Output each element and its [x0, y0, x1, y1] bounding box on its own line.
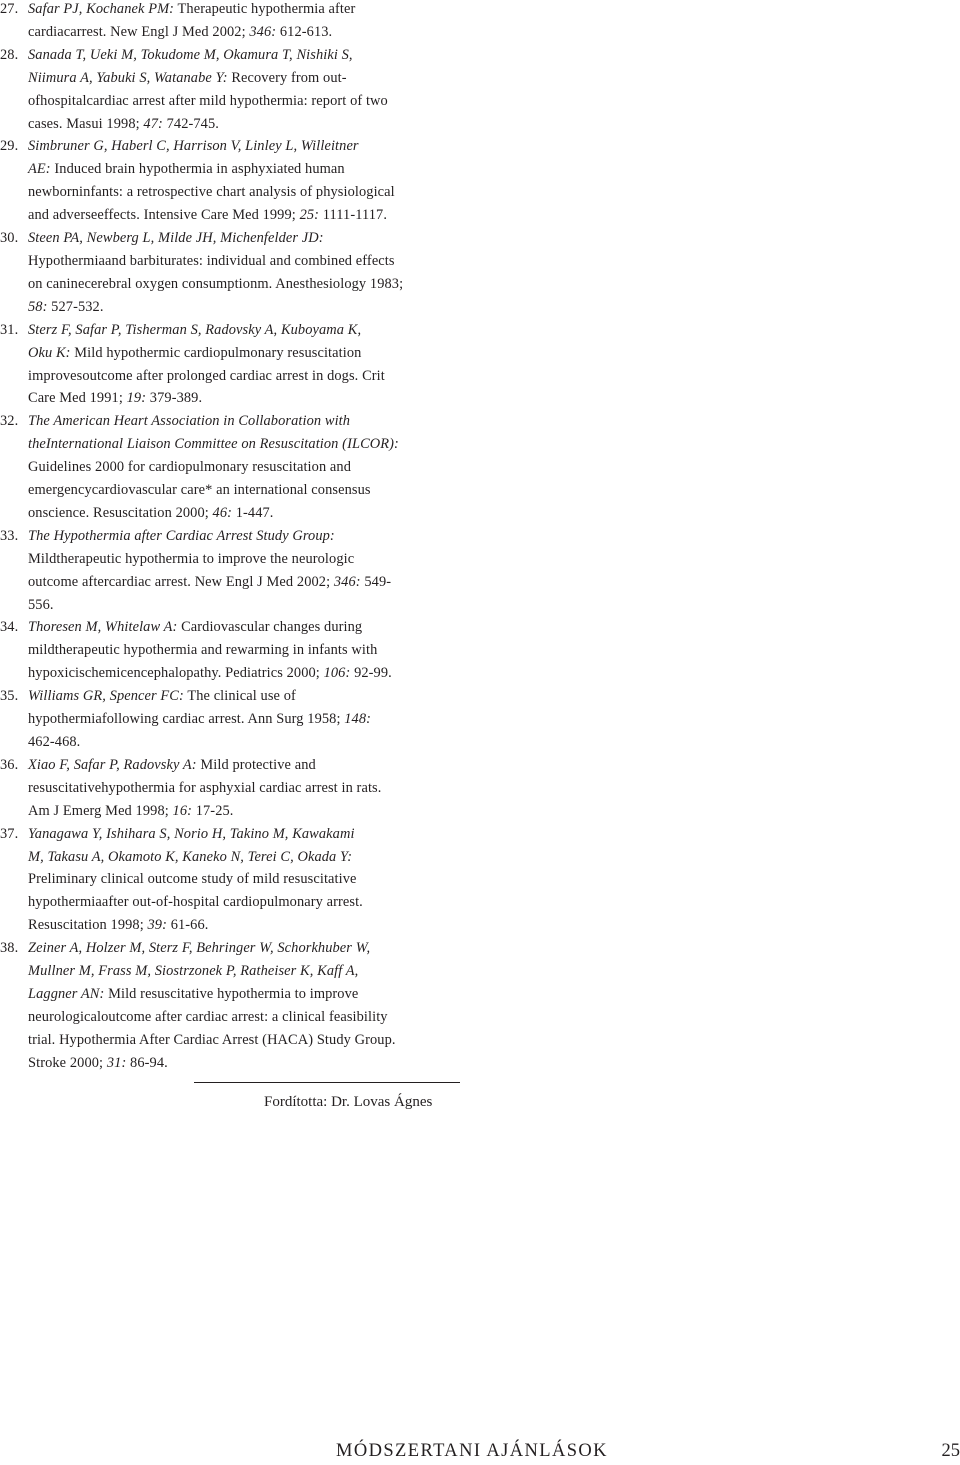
reference-segment: resuscitativehypothermia for asphyxial cardiac arrest in rats.: [28, 779, 382, 796]
reference-segment: ofhospitalcardiac arrest after mild hypothermia: report of two: [28, 92, 388, 109]
reference-segment: 742-745.: [162, 115, 219, 132]
reference-segment: mildtherapeutic hypothermia and rewarming in infants with: [28, 642, 378, 659]
reference-list: [0, 0, 470, 1075]
reference-italic-segment: Steen PA, Newberg L, Milde JH, Michenfelder JD:: [28, 230, 324, 247]
reference-segment: Mild hypothermic cardiopulmonary resuscitation: [70, 344, 362, 361]
reference-item: [0, 616, 470, 685]
reference-text: [28, 685, 470, 754]
reference-line: [28, 181, 470, 204]
reference-item: [0, 319, 470, 411]
reference-line: [28, 1006, 470, 1029]
reference-line: [28, 90, 470, 113]
reference-italic-segment: AE:: [28, 161, 51, 178]
reference-line: [28, 410, 470, 433]
reference-line: [28, 158, 470, 181]
reference-line: [28, 639, 470, 662]
reference-italic-segment: 25:: [299, 207, 320, 224]
reference-segment: Recovery from out-: [227, 69, 347, 86]
reference-number: 31.: [0, 321, 19, 338]
reference-italic-segment: Yanagawa Y, Ishihara S, Norio H, Takino M, Kawakami: [28, 825, 355, 842]
reference-line: [28, 777, 470, 800]
reference-line: [28, 204, 470, 227]
reference-line: [28, 296, 470, 319]
reference-italic-segment: 47:: [143, 115, 163, 132]
reference-segment: Mildtherapeutic hypothermia to improve the neurologic: [28, 550, 355, 567]
reference-line: [28, 387, 470, 410]
reference-text: [28, 525, 470, 617]
reference-text: [28, 44, 470, 136]
reference-line: [28, 1052, 470, 1075]
reference-line: [28, 319, 470, 342]
reference-italic-segment: 19:: [126, 390, 147, 407]
reference-item: [0, 227, 470, 319]
reference-line: [28, 135, 470, 158]
reference-line: [28, 868, 470, 891]
reference-line: [28, 937, 470, 960]
reference-line: [28, 800, 470, 823]
reference-italic-segment: The Hypothermia after Cardiac Arrest Study Group:: [28, 527, 335, 544]
reference-line: [28, 846, 470, 869]
reference-italic-segment: 58:: [28, 298, 48, 315]
reference-line: [28, 960, 470, 983]
reference-number: 30.: [0, 230, 19, 247]
reference-line: [28, 548, 470, 571]
reference-italic-segment: 346:: [249, 23, 277, 40]
reference-line: [28, 456, 470, 479]
reference-line: [28, 365, 470, 388]
reference-segment: hypothermiaafter out-of-hospital cardiopulmonary arrest.: [28, 894, 363, 911]
reference-segment: 86-94.: [126, 1054, 168, 1071]
reference-number: 27.: [0, 1, 19, 17]
reference-line: [28, 571, 470, 594]
reference-segment: cardiacarrest. New Engl J Med 2002;: [28, 23, 250, 40]
reference-line: [28, 914, 470, 937]
reference-line: [28, 44, 470, 67]
reference-line: [28, 0, 470, 21]
reference-italic-segment: Simbruner G, Haberl C, Harrison V, Linley L, Willeitner: [28, 138, 359, 155]
reference-italic-segment: Xiao F, Safar P, Radovsky A:: [28, 756, 197, 773]
reference-text: [28, 823, 470, 938]
reference-italic-segment: M, Takasu A, Okamoto K, Kaneko N, Terei C, Okada Y:: [28, 848, 353, 865]
reference-italic-segment: 46:: [212, 504, 233, 521]
reference-number: 28.: [0, 46, 19, 63]
reference-segment: Mild protective and: [196, 756, 316, 773]
reference-text: [28, 227, 470, 319]
reference-number: 36.: [0, 756, 19, 773]
reference-segment: Guidelines 2000 for cardiopulmonary resuscitation and: [28, 459, 352, 476]
reference-text: [28, 937, 470, 1074]
reference-segment: Therapeutic hypothermia after: [174, 1, 356, 17]
reference-segment: 379-389.: [146, 390, 203, 407]
reference-segment: Care Med 1991;: [28, 390, 127, 407]
reference-segment: Resuscitation 1998;: [28, 917, 148, 934]
reference-line: [28, 433, 470, 456]
reference-line: [28, 616, 470, 639]
reference-line: [28, 594, 470, 617]
page-number: 25: [941, 1441, 960, 1461]
reference-text: [28, 319, 470, 411]
reference-italic-segment: Zeiner A, Holzer M, Sterz F, Behringer W, Schorkhuber W,: [28, 940, 371, 957]
reference-segment: Stroke 2000;: [28, 1054, 107, 1071]
reference-segment: Mild resuscitative hypothermia to improve: [104, 985, 359, 1002]
reference-segment: 17-25.: [192, 802, 234, 819]
reference-text: [28, 135, 470, 227]
reference-segment: trial. Hypothermia After Cardiac Arrest (HACA) Study Group.: [28, 1031, 396, 1048]
reference-segment: Induced brain hypothermia in asphyxiated human: [50, 161, 345, 178]
reference-line: [28, 342, 470, 365]
reference-number: 37.: [0, 825, 19, 842]
reference-text: [28, 0, 470, 44]
translator-credit: Fordította: Dr. Lovas Ágnes: [264, 1094, 433, 1110]
reference-line: [28, 708, 470, 731]
reference-italic-segment: 148:: [344, 711, 372, 728]
reference-line: [28, 67, 470, 90]
reference-item: [0, 937, 470, 1074]
divider-rule: [194, 1082, 460, 1083]
reference-line: [28, 250, 470, 273]
reference-italic-segment: 31:: [106, 1054, 127, 1071]
reference-segment: newborninfants: a retrospective chart analysis of physiological: [28, 184, 395, 201]
reference-line: [28, 823, 470, 846]
reference-italic-segment: Oku K:: [28, 344, 71, 361]
reference-segment: Am J Emerg Med 1998;: [28, 802, 173, 819]
reference-italic-segment: 106:: [323, 665, 351, 682]
reference-italic-segment: Mullner M, Frass M, Siostrzonek P, Ratheiser K, Kaff A,: [28, 963, 359, 980]
reference-line: [28, 754, 470, 777]
reference-italic-segment: theInternational Liaison Committee on Resuscitation (ILCOR):: [28, 436, 399, 453]
reference-number: 29.: [0, 138, 19, 155]
reference-line: [28, 525, 470, 548]
reference-number: 34.: [0, 619, 19, 636]
reference-segment: 612-613.: [276, 23, 333, 40]
reference-item: [0, 410, 470, 525]
reference-italic-segment: Williams GR, Spencer FC:: [28, 688, 184, 705]
reference-segment: neurologicaloutcome after cardiac arrest: a clinical feasibility: [28, 1008, 388, 1025]
reference-italic-segment: 39:: [147, 917, 167, 934]
reference-line: [28, 685, 470, 708]
reference-italic-segment: Niimura A, Yabuki S, Watanabe Y:: [28, 69, 228, 86]
reference-segment: Hypothermiaand barbiturates: individual and combined effects: [28, 252, 395, 269]
reference-line: [28, 1029, 470, 1052]
reference-line: [28, 113, 470, 136]
reference-line: [28, 662, 470, 685]
reference-number: 33.: [0, 527, 19, 544]
reference-line: [28, 273, 470, 296]
reference-segment: 1-447.: [232, 504, 274, 521]
reference-item: [0, 525, 470, 617]
reference-italic-segment: Sterz F, Safar P, Tisherman S, Radovsky A, Kuboyama K,: [28, 321, 362, 338]
reference-italic-segment: The American Heart Association in Collaboration with: [28, 413, 351, 430]
reference-italic-segment: Thoresen M, Whitelaw A:: [28, 619, 178, 636]
reference-segment: 527-532.: [47, 298, 104, 315]
reference-item: [0, 135, 470, 227]
reference-line: [28, 731, 470, 754]
reference-segment: hypoxicischemicencephalopathy. Pediatrics 2000;: [28, 665, 324, 682]
reference-text: [28, 754, 470, 823]
reference-italic-segment: Sanada T, Ueki M, Tokudome M, Okamura T, Nishiki S,: [28, 46, 353, 63]
reference-segment: hypothermiafollowing cardiac arrest. Ann Surg 1958;: [28, 711, 345, 728]
reference-segment: 61-66.: [167, 917, 209, 934]
reference-segment: 556.: [28, 596, 54, 613]
reference-item: [0, 754, 470, 823]
reference-line: [28, 227, 470, 250]
reference-line: [28, 891, 470, 914]
reference-item: [0, 823, 470, 938]
reference-segment: onscience. Resuscitation 2000;: [28, 504, 213, 521]
reference-line: [28, 21, 470, 44]
reference-text: [28, 410, 470, 525]
reference-segment: outcome aftercardiac arrest. New Engl J Med 2002;: [28, 573, 334, 590]
reference-number: 38.: [0, 940, 19, 957]
reference-item: [0, 44, 470, 136]
reference-number: 32.: [0, 413, 19, 430]
footer-section-title: MÓDSZERTANI AJÁNLÁSOK: [336, 1441, 608, 1461]
reference-italic-segment: Safar PJ, Kochanek PM:: [28, 1, 175, 17]
reference-segment: improvesoutcome after prolonged cardiac arrest in dogs. Crit: [28, 367, 385, 384]
reference-italic-segment: 346:: [333, 573, 361, 590]
reference-segment: and adverseeffects. Intensive Care Med 1999;: [28, 207, 300, 224]
reference-segment: 92-99.: [350, 665, 392, 682]
reference-segment: 1111-1117.: [319, 207, 388, 224]
reference-line: [28, 983, 470, 1006]
reference-italic-segment: Laggner AN:: [28, 985, 105, 1002]
reference-segment: Cardiovascular changes during: [177, 619, 363, 636]
reference-text: [28, 616, 470, 685]
reference-segment: cases. Masui 1998;: [28, 115, 144, 132]
reference-item: [0, 685, 470, 754]
reference-number: 35.: [0, 688, 19, 705]
reference-segment: on caninecerebral oxygen consumptionm. Anesthesiology 1983;: [28, 275, 404, 292]
reference-segment: 549-: [360, 573, 392, 590]
reference-segment: The clinical use of: [183, 688, 296, 705]
reference-line: [28, 479, 470, 502]
reference-line: [28, 502, 470, 525]
reference-segment: Preliminary clinical outcome study of mild resuscitative: [28, 871, 357, 888]
reference-italic-segment: 16:: [172, 802, 193, 819]
reference-item: [0, 0, 470, 44]
reference-segment: 462-468.: [28, 734, 81, 750]
reference-segment: emergencycardiovascular care* an international consensus: [28, 482, 371, 499]
